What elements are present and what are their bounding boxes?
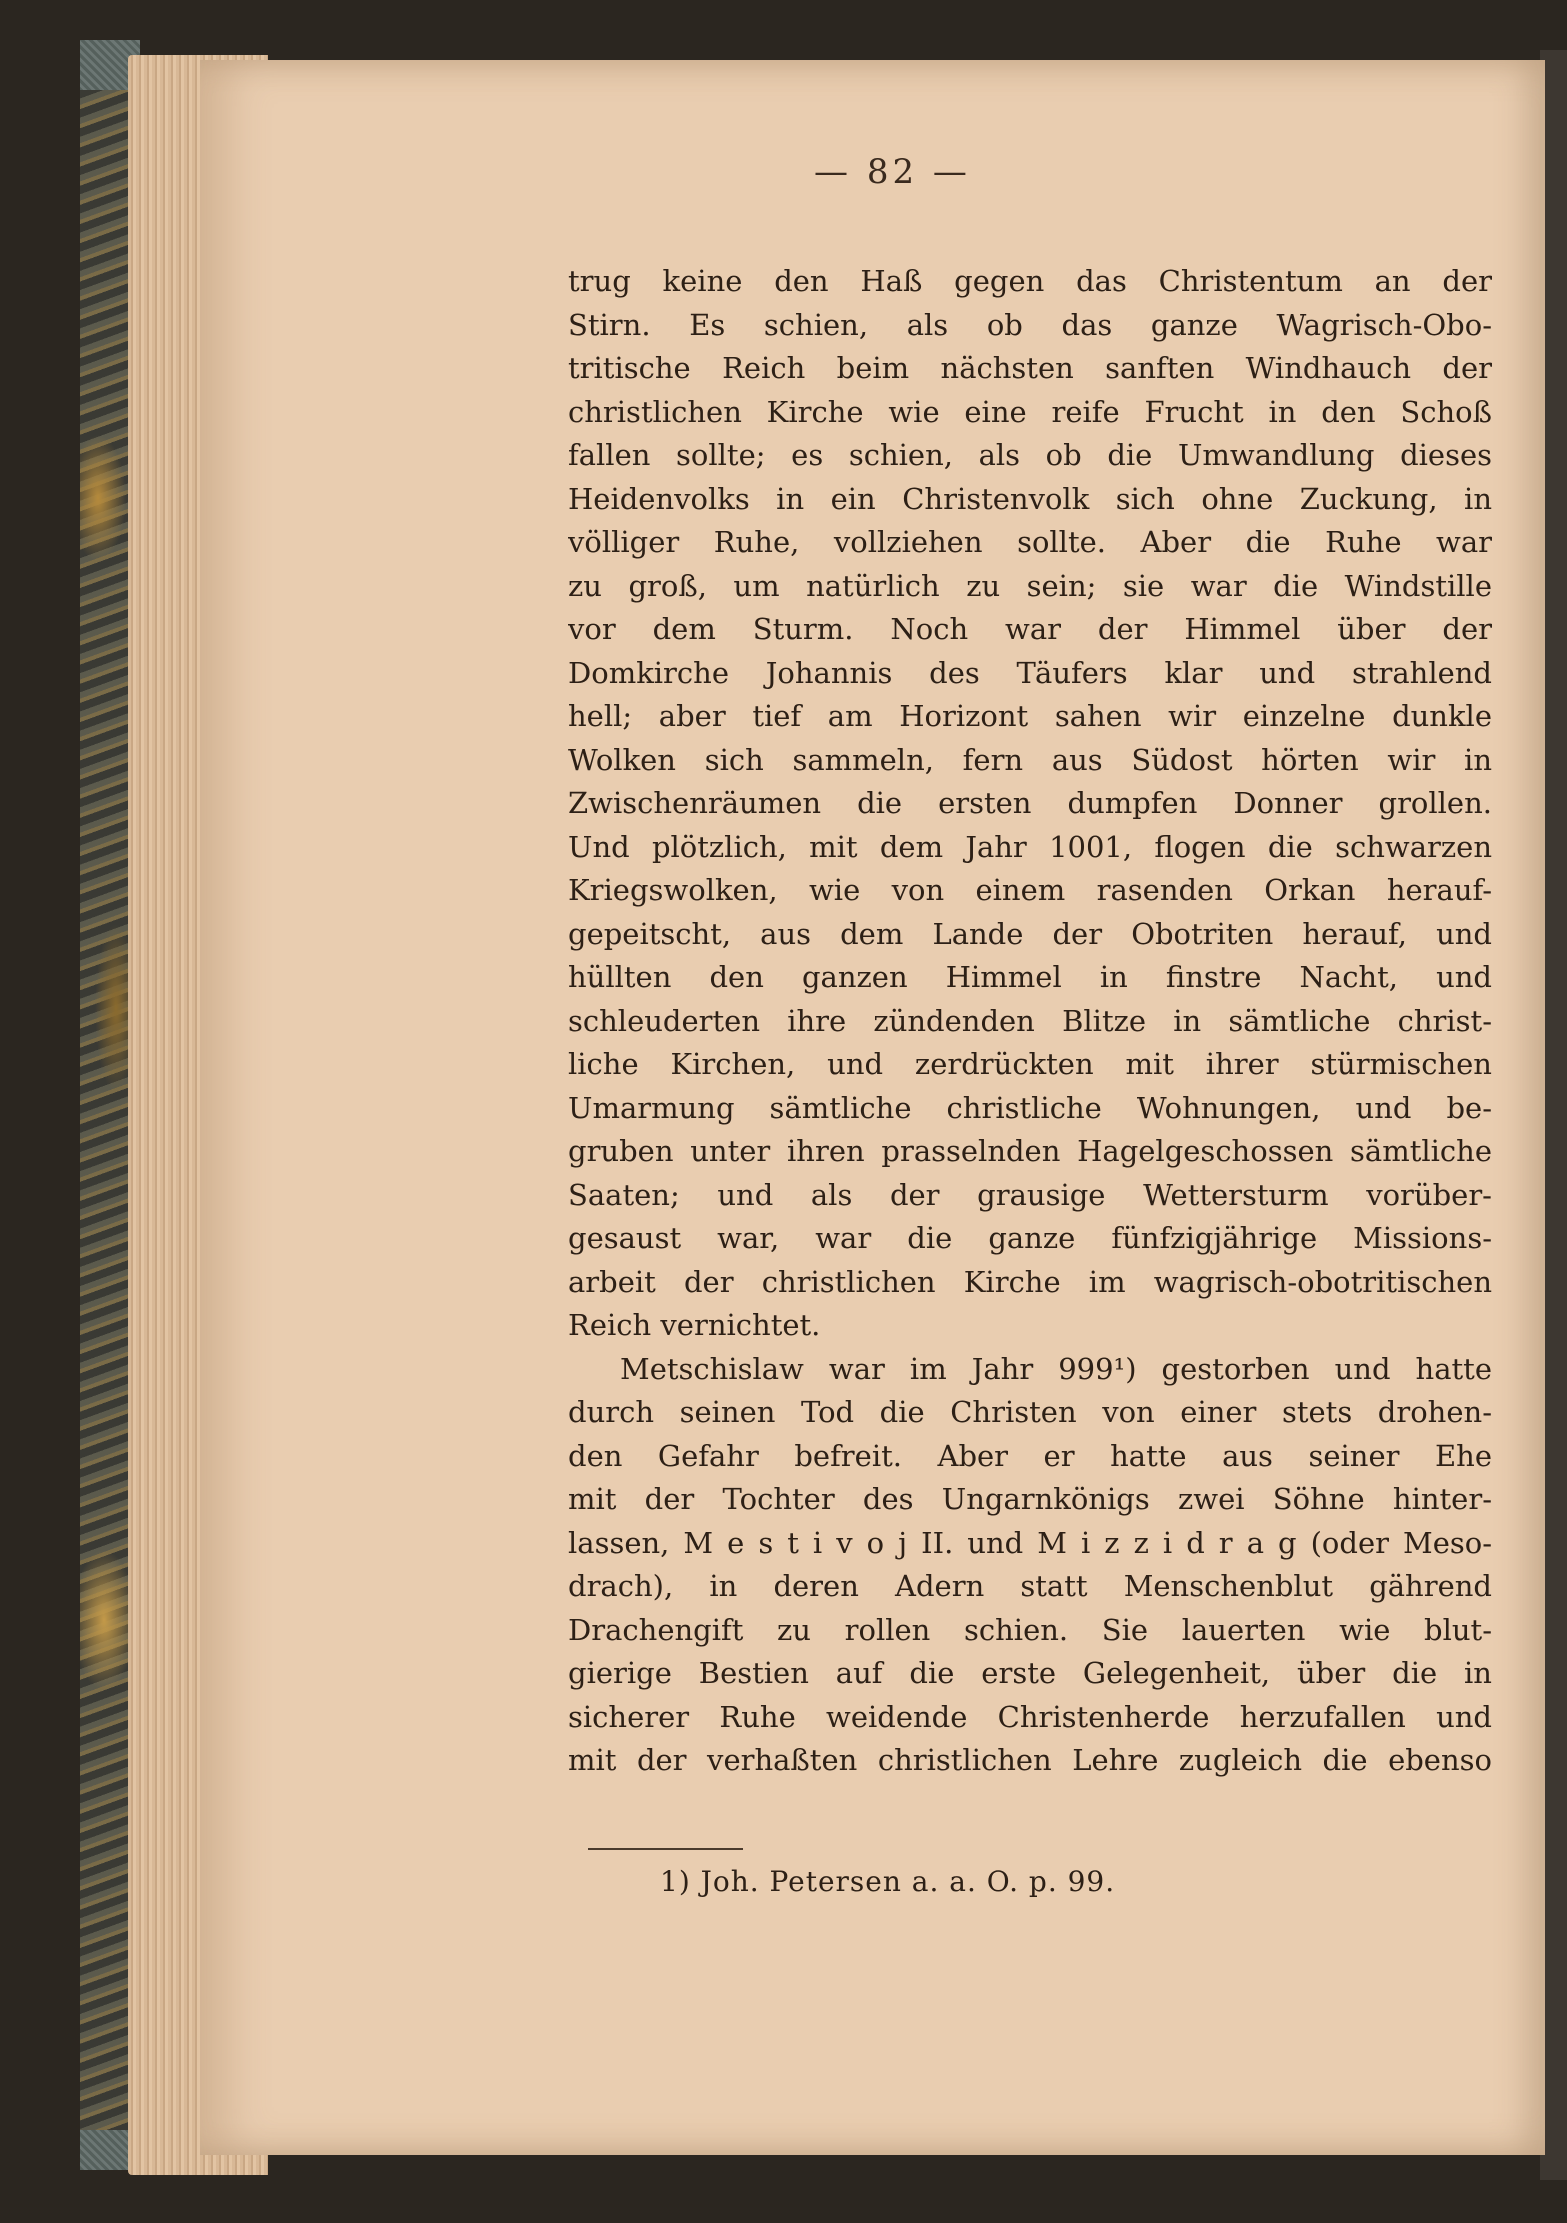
text-line: gesaust war, war die ganze fünfzigjährige Missions- — [568, 1221, 1492, 1255]
text-line: Wolken sich sammeln, fern aus Südost hörten wir in — [568, 742, 1492, 777]
text-line: hüllten den ganzen Himmel in finstre Nacht, und — [568, 960, 1492, 994]
text-line: fallen sollte; es schien, als ob die Umwandlung dieses — [568, 438, 1492, 472]
text-line: zu groß, um natürlich zu sein; sie war die Windstille — [568, 568, 1492, 603]
body-text — [568, 260, 1492, 1783]
text-line: drach), in deren Adern statt Menschenblut gährend — [568, 1569, 1492, 1603]
text-line: Metschislaw war im Jahr 999¹) gestorben und hatte — [620, 1351, 1492, 1386]
text-line: Domkirche Johannis des Täufers klar und strahlend — [568, 655, 1492, 690]
text-line: christlichen Kirche wie eine reife Frucht in den Schoß — [568, 394, 1492, 429]
text-line: den Gefahr befreit. Aber er hatte aus seiner Ehe — [568, 1438, 1492, 1473]
text-line: durch seinen Tod die Christen von einer stets drohen- — [568, 1395, 1492, 1429]
text-line: Drachengift zu rollen schien. Sie lauerten wie blut- — [568, 1612, 1492, 1647]
text-line: völliger Ruhe, vollziehen sollte. Aber die Ruhe war — [568, 525, 1492, 559]
text-line: arbeit der christlichen Kirche im wagrisch-obotritischen — [568, 1264, 1492, 1299]
text-line: mit der verhaßten christlichen Lehre zugleich die ebenso — [568, 1743, 1492, 1777]
text-line: gruben unter ihren prasselnden Hagelgeschossen sämtliche — [568, 1134, 1492, 1168]
text-line: tritische Reich beim nächsten sanften Windhauch der — [568, 351, 1492, 385]
text-line: sicherer Ruhe weidende Christenherde herzufallen und — [568, 1699, 1492, 1734]
text-line: gierige Bestien auf die erste Gelegenheit, über die in — [568, 1656, 1492, 1690]
page-number: — 82 — — [814, 152, 971, 192]
text-line: Zwischenräumen die ersten dumpfen Donner grollen. — [568, 786, 1492, 820]
text-line: mit der Tochter des Ungarnkönigs zwei Söhne hinter- — [568, 1482, 1492, 1516]
text-line: schleuderten ihre zündenden Blitze in sämtliche christ- — [568, 1003, 1492, 1038]
text-line: Reich vernichtet. — [568, 1308, 821, 1342]
text-line: lassen, M e s t i v o j II. und M i z z i d r a g (oder Meso- — [568, 1525, 1492, 1560]
text-line: Und plötzlich, mit dem Jahr 1001, flogen die schwarzen — [568, 829, 1492, 864]
text-line: liche Kirchen, und zerdrückten mit ihrer stürmischen — [568, 1047, 1492, 1081]
text-line: Heidenvolks in ein Christenvolk sich ohne Zuckung, in — [568, 481, 1492, 516]
text-line: hell; aber tief am Horizont sahen wir einzelne dunkle — [568, 699, 1492, 733]
text-line: Saaten; und als der grausige Wettersturm vorüber- — [568, 1177, 1492, 1212]
text-line: trug keine den Haß gegen das Christentum an der — [568, 264, 1492, 298]
paragraph-2 — [568, 1348, 1492, 1783]
text-line: vor dem Sturm. Noch war der Himmel über der — [568, 612, 1492, 646]
footnote-divider — [588, 1848, 743, 1850]
paragraph-1 — [568, 260, 1492, 1348]
text-line: Kriegswolken, wie von einem rasenden Orkan herauf- — [568, 873, 1492, 907]
text-line: gepeitscht, aus dem Lande der Obotriten herauf, und — [568, 916, 1492, 951]
text-line: Umarmung sämtliche christliche Wohnungen, und be- — [568, 1090, 1492, 1125]
footnote: 1) Joh. Petersen a. a. O. p. 99. — [660, 1865, 1116, 1898]
text-line: Stirn. Es schien, als ob das ganze Wagrisch-Obo- — [568, 307, 1492, 342]
